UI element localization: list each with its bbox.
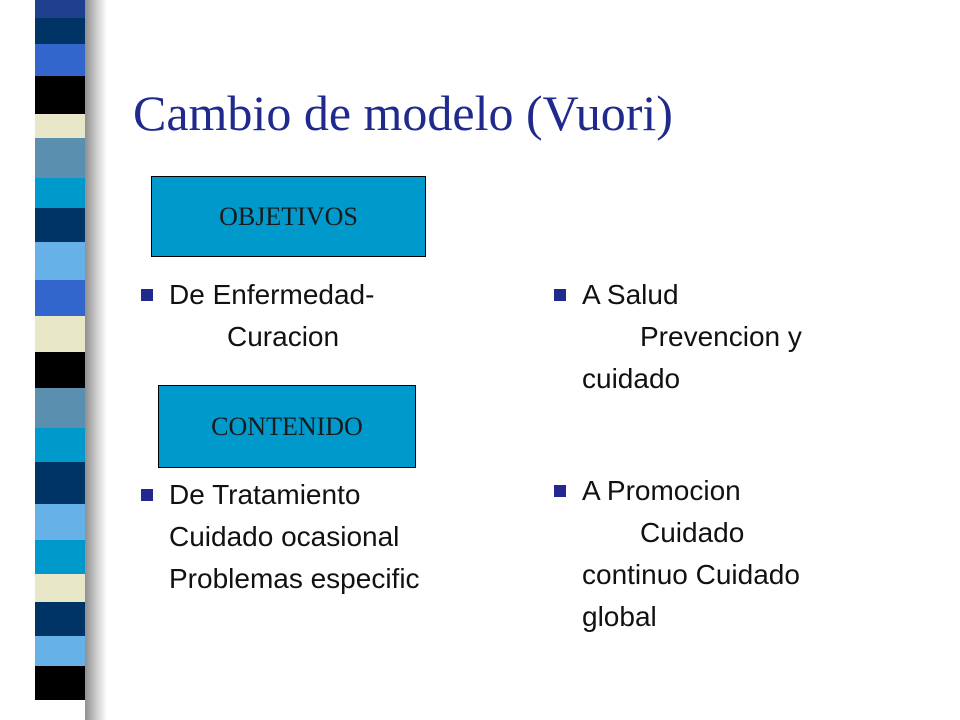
stripe-block (35, 428, 85, 462)
stripe-block (35, 602, 85, 636)
left-bullet-item-enfermedad (141, 274, 374, 358)
stripe-block (35, 138, 85, 178)
stripe-shadow (85, 0, 107, 720)
bullet-line: Cuidado ocasional (169, 521, 400, 552)
stripe-block (35, 280, 85, 316)
stripe-block (35, 316, 85, 352)
stripe-block (35, 242, 85, 280)
bullet-line: A Promocion (582, 475, 741, 506)
right-bullet-item-promocion (554, 470, 800, 638)
bullet-line: global (582, 601, 657, 632)
stripe-block (35, 208, 85, 242)
right-bullet-item-salud (554, 274, 802, 400)
bullet-line: Curacion (227, 321, 340, 352)
contenido-label-box (158, 385, 416, 468)
slide-left-margin (0, 0, 35, 720)
bullet-text (169, 474, 420, 600)
stripe-block (35, 636, 85, 666)
bullet-text (582, 274, 802, 400)
square-bullet-icon (141, 489, 153, 501)
bullet-line: Problemas especific (169, 563, 420, 594)
objetivos-label-box (151, 176, 426, 257)
bullet-line: De Tratamiento (169, 479, 361, 510)
bullet-line: De Enfermedad- (169, 279, 375, 310)
bullet-text (169, 274, 374, 358)
stripe-block (35, 666, 85, 700)
stripe-block (35, 504, 85, 540)
stripe-block (35, 0, 85, 18)
stripe-block (35, 540, 85, 574)
bullet-line: continuo Cuidado (582, 559, 800, 590)
left-bullet-item-tratamiento (141, 474, 420, 600)
slide-title: Cambio de modelo (Vuori) (133, 85, 673, 141)
stripe-block (35, 352, 85, 388)
stripe-block (35, 388, 85, 428)
bullet-line: cuidado (582, 363, 681, 394)
stripe-block (35, 178, 85, 208)
stripe-block (35, 44, 85, 76)
stripe-block (35, 462, 85, 504)
decorative-stripe-bar (35, 0, 85, 720)
bullet-line: Cuidado (640, 517, 745, 548)
contenido-label: CONTENIDO (211, 411, 363, 441)
objetivos-label: OBJETIVOS (219, 201, 358, 231)
bullet-text (582, 470, 800, 638)
square-bullet-icon (141, 289, 153, 301)
stripe-block (35, 76, 85, 114)
bullet-line: Prevencion y (640, 321, 802, 352)
bullet-line: A Salud (582, 279, 679, 310)
stripe-block (35, 114, 85, 138)
square-bullet-icon (554, 289, 566, 301)
stripe-block (35, 574, 85, 602)
square-bullet-icon (554, 485, 566, 497)
stripe-block (35, 18, 85, 44)
